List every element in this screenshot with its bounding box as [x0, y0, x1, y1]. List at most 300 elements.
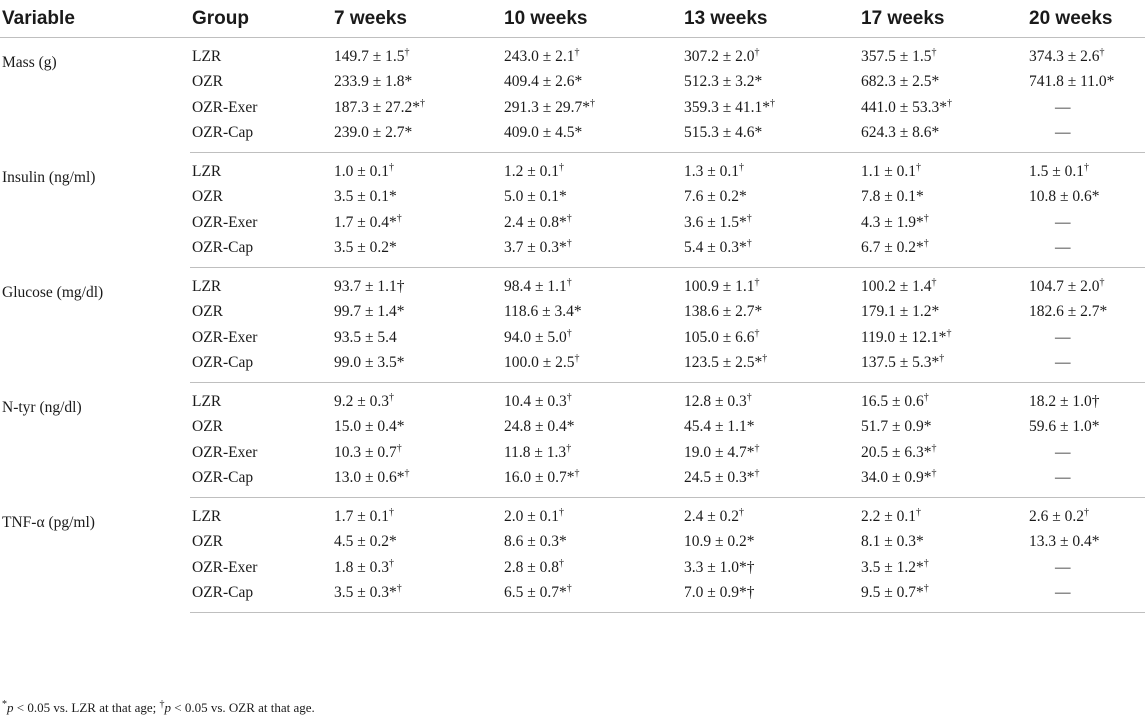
dagger-mark: †: [389, 506, 395, 518]
dagger-mark: †: [566, 391, 572, 403]
value-text: 179.1 ± 1.2*: [861, 303, 940, 321]
value-cell: [859, 498, 1027, 530]
value-cell: [1027, 325, 1145, 351]
value-text: 118.6 ± 3.4*: [504, 303, 582, 321]
dagger-mark: †: [389, 161, 395, 173]
dagger-mark: †: [946, 327, 952, 339]
value-cell: [859, 530, 1027, 556]
value-cell: [682, 498, 859, 530]
group-cell: LZR: [192, 162, 222, 180]
value-cell: [682, 383, 859, 415]
value-text: 2.0 ± 0.1: [504, 507, 560, 525]
value-cell: [332, 300, 502, 326]
value-cell: [859, 440, 1027, 466]
dagger-mark: †: [574, 46, 580, 58]
value-text: 1.7 ± 0.1: [334, 507, 390, 525]
value-cell: [332, 466, 502, 498]
value-cell: [859, 121, 1027, 153]
value-text: 6.5 ± 0.7*: [504, 584, 567, 602]
value-text: 10.9 ± 0.2*: [684, 533, 755, 551]
dagger-mark: †: [389, 391, 395, 403]
dagger-mark: †: [404, 46, 410, 58]
dagger-mark: †: [396, 583, 402, 595]
value-text: 441.0 ± 53.3*: [861, 98, 948, 116]
value-text: 138.6 ± 2.7*: [684, 303, 763, 321]
value-text: 7.6 ± 0.2*: [684, 188, 747, 206]
dagger-mark: †: [770, 97, 776, 109]
value-text: 4.5 ± 0.2*: [334, 533, 397, 551]
value-text: 13.0 ± 0.6*: [334, 469, 405, 487]
value-text: 16.5 ± 0.6: [861, 392, 924, 410]
header-cell: 7 weeks: [332, 0, 502, 38]
value-cell: [682, 70, 859, 96]
value-text: 9.5 ± 0.7*: [861, 584, 924, 602]
value-cell: [502, 300, 682, 326]
dagger-mark: †: [566, 276, 572, 288]
value-text: 1.3 ± 0.1: [684, 162, 740, 180]
value-cell: [859, 95, 1027, 121]
value-text: 357.5 ± 1.5: [861, 47, 932, 65]
value-cell: [502, 498, 682, 530]
variable-cell: N-tyr (ng/dl): [2, 398, 82, 416]
dagger-mark: †: [590, 97, 596, 109]
value-cell: [859, 555, 1027, 581]
dagger-mark: †: [754, 276, 760, 288]
footnote-text-2: < 0.05 vs. OZR at that age.: [170, 700, 315, 715]
dagger-mark: †: [923, 557, 929, 569]
value-cell: [332, 236, 502, 268]
dagger-mark: †: [739, 506, 745, 518]
dagger-mark: †: [559, 557, 565, 569]
value-text: 59.6 ± 1.0*: [1029, 418, 1100, 436]
dagger-mark: †: [1099, 276, 1105, 288]
dagger-mark: †: [559, 506, 565, 518]
value-cell: [502, 70, 682, 96]
group-cell: LZR: [192, 277, 222, 295]
dagger-mark: †: [574, 468, 580, 480]
value-text: 15.0 ± 0.4*: [334, 418, 405, 436]
value-text: 3.5 ± 0.2*: [334, 239, 397, 257]
table-footnote: [2, 699, 315, 716]
value-text: —: [1055, 584, 1071, 602]
dagger-mark: †: [923, 212, 929, 224]
value-text: 100.9 ± 1.1: [684, 277, 755, 295]
value-cell: [502, 95, 682, 121]
dagger-mark: †: [916, 506, 922, 518]
value-cell: [502, 268, 682, 300]
value-text: 18.2 ± 1.0†: [1029, 392, 1100, 410]
variable-cell: Mass (g): [2, 54, 57, 71]
value-cell: [859, 268, 1027, 300]
dagger-mark: †: [754, 46, 760, 58]
dagger-mark: †: [762, 353, 768, 365]
value-text: —: [1055, 469, 1071, 487]
value-cell: [332, 185, 502, 211]
value-text: 8.6 ± 0.3*: [504, 533, 567, 551]
group-cell: OZR: [192, 73, 223, 91]
value-cell: [859, 415, 1027, 441]
value-cell: [332, 498, 502, 530]
value-cell: [502, 153, 682, 185]
value-text: 2.8 ± 0.8: [504, 558, 560, 576]
value-text: 2.4 ± 0.8*: [504, 213, 567, 231]
dagger-mark: †: [1084, 161, 1090, 173]
group-cell: OZR-Exer: [192, 98, 258, 116]
value-cell: [682, 415, 859, 441]
value-text: 1.8 ± 0.3: [334, 558, 390, 576]
value-text: 1.5 ± 0.1: [1029, 162, 1085, 180]
value-text: 682.3 ± 2.5*: [861, 73, 940, 91]
value-cell: [1027, 440, 1145, 466]
value-cell: [682, 530, 859, 556]
value-text: 291.3 ± 29.7*: [504, 98, 591, 116]
group-cell: LZR: [192, 47, 222, 65]
value-text: 187.3 ± 27.2*: [334, 98, 421, 116]
value-cell: [682, 95, 859, 121]
dagger-mark: †: [754, 468, 760, 480]
dagger-mark: †: [931, 468, 937, 480]
value-cell: [332, 95, 502, 121]
value-cell: [682, 38, 859, 70]
value-cell: [1027, 498, 1145, 530]
value-text: 93.5 ± 5.4: [334, 328, 397, 346]
value-text: 233.9 ± 1.8*: [334, 73, 413, 91]
value-cell: [332, 325, 502, 351]
value-cell: [502, 555, 682, 581]
dagger-mark: †: [916, 161, 922, 173]
value-text: 119.0 ± 12.1*: [861, 328, 947, 346]
value-cell: [682, 440, 859, 466]
value-cell: [1027, 185, 1145, 211]
value-text: 2.4 ± 0.2: [684, 507, 740, 525]
value-cell: [1027, 351, 1145, 383]
value-text: 5.0 ± 0.1*: [504, 188, 567, 206]
value-text: 3.5 ± 0.3*: [334, 584, 397, 602]
footnote-p: p: [7, 700, 14, 715]
dagger-mark: †: [746, 391, 752, 403]
value-cell: [332, 351, 502, 383]
value-text: 3.7 ± 0.3*: [504, 239, 567, 257]
value-text: 182.6 ± 2.7*: [1029, 303, 1108, 321]
group-cell: OZR-Exer: [192, 443, 258, 461]
value-cell: [502, 383, 682, 415]
value-text: —: [1055, 443, 1071, 461]
value-text: 307.2 ± 2.0: [684, 47, 755, 65]
dagger-mark: †: [923, 238, 929, 250]
group-cell: OZR-Exer: [192, 558, 258, 576]
value-cell: [682, 581, 859, 613]
value-text: 19.0 ± 4.7*: [684, 443, 755, 461]
value-text: 5.4 ± 0.3*: [684, 239, 747, 257]
header-cell: 13 weeks: [682, 0, 859, 38]
value-text: 374.3 ± 2.6: [1029, 47, 1100, 65]
value-text: 2.2 ± 0.1: [861, 507, 917, 525]
value-cell: [332, 415, 502, 441]
value-text: 3.6 ± 1.5*: [684, 213, 747, 231]
group-cell: LZR: [192, 507, 222, 525]
dagger-mark: †: [931, 442, 937, 454]
value-text: 409.0 ± 4.5*: [504, 124, 583, 142]
value-cell: [859, 466, 1027, 498]
value-cell: [502, 530, 682, 556]
group-cell: OZR-Exer: [192, 328, 258, 346]
value-cell: [1027, 268, 1145, 300]
value-cell: [1027, 153, 1145, 185]
dagger-mark: †: [931, 276, 937, 288]
value-cell: [682, 121, 859, 153]
group-cell: OZR-Cap: [190, 581, 332, 613]
value-cell: [859, 38, 1027, 70]
value-cell: [502, 185, 682, 211]
value-cell: [502, 38, 682, 70]
value-cell: [682, 300, 859, 326]
value-text: 99.7 ± 1.4*: [334, 303, 405, 321]
value-cell: [502, 466, 682, 498]
value-text: —: [1055, 558, 1071, 576]
value-cell: [682, 351, 859, 383]
header-cell: Group: [190, 0, 332, 38]
value-cell: [332, 440, 502, 466]
value-cell: [682, 268, 859, 300]
value-cell: [332, 555, 502, 581]
value-text: 13.3 ± 0.4*: [1029, 533, 1100, 551]
table-body: [0, 38, 1145, 613]
dagger-mark: †: [746, 212, 752, 224]
group-cell: OZR: [192, 533, 223, 551]
value-text: 51.7 ± 0.9*: [861, 418, 932, 436]
header-cell: 10 weeks: [502, 0, 682, 38]
table-row: [0, 153, 1145, 185]
variable-cell: TNF-α (pg/ml): [2, 513, 95, 531]
value-cell: [502, 415, 682, 441]
value-text: 7.8 ± 0.1*: [861, 188, 924, 206]
value-cell: [1027, 555, 1145, 581]
value-text: 100.0 ± 2.5: [504, 354, 575, 372]
value-cell: [332, 210, 502, 236]
group-cell: OZR: [192, 188, 223, 206]
value-text: —: [1055, 98, 1071, 116]
footnote-p: p: [164, 700, 171, 715]
value-text: —: [1055, 239, 1071, 257]
header-cell: 17 weeks: [859, 0, 1027, 38]
value-text: 6.7 ± 0.2*: [861, 239, 924, 257]
dagger-mark: †: [566, 583, 572, 595]
value-cell: [1027, 210, 1145, 236]
value-cell: [859, 185, 1027, 211]
value-cell: [332, 530, 502, 556]
value-text: 3.5 ± 1.2*: [861, 558, 924, 576]
variable-cell: Glucose (mg/dl): [2, 283, 104, 301]
dagger-mark: †: [754, 327, 760, 339]
value-cell: [1027, 121, 1145, 153]
dagger-mark: †: [566, 327, 572, 339]
value-text: 9.2 ± 0.3: [334, 392, 390, 410]
value-cell: [1027, 383, 1145, 415]
value-text: 24.5 ± 0.3*: [684, 469, 755, 487]
dagger-mark: †: [939, 353, 945, 365]
dagger-mark: †: [566, 442, 572, 454]
value-text: 3.3 ± 1.0*†: [684, 558, 755, 576]
dagger-mark: †: [746, 238, 752, 250]
group-cell: OZR-Cap: [190, 466, 332, 498]
value-text: 1.2 ± 0.1: [504, 162, 560, 180]
value-cell: [682, 185, 859, 211]
value-cell: [859, 383, 1027, 415]
header-cell: 20 weeks: [1027, 0, 1145, 38]
footnote-dagger: †: [159, 699, 165, 710]
value-text: 99.0 ± 3.5*: [334, 354, 405, 372]
value-text: 741.8 ± 11.0*: [1029, 73, 1115, 91]
value-text: 149.7 ± 1.5: [334, 47, 405, 65]
value-text: 10.3 ± 0.7: [334, 443, 397, 461]
value-cell: [859, 70, 1027, 96]
dagger-mark: †: [420, 97, 426, 109]
value-text: 16.0 ± 0.7*: [504, 469, 575, 487]
value-text: 624.3 ± 8.6*: [861, 124, 940, 142]
header-cell: Variable: [0, 0, 190, 38]
value-text: 34.0 ± 0.9*: [861, 469, 932, 487]
value-cell: [1027, 70, 1145, 96]
variable-cell: Insulin (ng/ml): [2, 168, 96, 186]
value-cell: [502, 210, 682, 236]
value-cell: [859, 236, 1027, 268]
value-cell: [1027, 95, 1145, 121]
value-cell: [332, 70, 502, 96]
value-cell: [502, 236, 682, 268]
dagger-mark: †: [396, 442, 402, 454]
dagger-mark: †: [923, 391, 929, 403]
value-text: 105.0 ± 6.6: [684, 328, 755, 346]
value-cell: [682, 555, 859, 581]
value-text: 4.3 ± 1.9*: [861, 213, 924, 231]
group-cell: OZR: [192, 303, 223, 321]
dagger-mark: †: [404, 468, 410, 480]
value-text: —: [1055, 328, 1071, 346]
dagger-mark: †: [559, 161, 565, 173]
value-text: 8.1 ± 0.3*: [861, 533, 924, 551]
table-row: [0, 268, 1145, 300]
value-text: 10.8 ± 0.6*: [1029, 188, 1100, 206]
value-cell: [332, 38, 502, 70]
footnote-star: *: [2, 699, 7, 710]
value-cell: [859, 325, 1027, 351]
value-text: 24.8 ± 0.4*: [504, 418, 575, 436]
value-cell: [682, 466, 859, 498]
value-text: 45.4 ± 1.1*: [684, 418, 755, 436]
dagger-mark: †: [931, 46, 937, 58]
dagger-mark: †: [1099, 46, 1105, 58]
value-text: 2.6 ± 0.2: [1029, 507, 1085, 525]
dagger-mark: †: [566, 238, 572, 250]
value-text: —: [1055, 213, 1071, 231]
value-cell: [859, 300, 1027, 326]
value-cell: [332, 268, 502, 300]
value-cell: [859, 153, 1027, 185]
value-text: 98.4 ± 1.1: [504, 277, 567, 295]
value-text: 515.3 ± 4.6*: [684, 124, 763, 142]
value-cell: [332, 121, 502, 153]
value-text: 512.3 ± 3.2*: [684, 73, 763, 91]
header-row: [0, 0, 1145, 38]
value-text: 100.2 ± 1.4: [861, 277, 932, 295]
group-cell: OZR: [192, 418, 223, 436]
value-cell: [1027, 236, 1145, 268]
table-row: [0, 38, 1145, 70]
value-cell: [502, 351, 682, 383]
dagger-mark: †: [739, 161, 745, 173]
value-text: 137.5 ± 5.3*: [861, 354, 940, 372]
value-text: 11.8 ± 1.3: [504, 443, 567, 461]
value-cell: [1027, 530, 1145, 556]
value-text: 7.0 ± 0.9*†: [684, 584, 755, 602]
value-cell: [682, 153, 859, 185]
value-text: 93.7 ± 1.1†: [334, 277, 405, 295]
value-text: 123.5 ± 2.5*: [684, 354, 763, 372]
value-cell: [502, 121, 682, 153]
value-text: 104.7 ± 2.0: [1029, 277, 1100, 295]
value-cell: [332, 581, 502, 613]
value-cell: [502, 325, 682, 351]
value-text: 94.0 ± 5.0: [504, 328, 567, 346]
value-cell: [1027, 415, 1145, 441]
group-cell: OZR-Cap: [190, 236, 332, 268]
footnote-text-1: < 0.05 vs. LZR at that age;: [13, 700, 160, 715]
value-cell: [682, 210, 859, 236]
value-cell: [682, 236, 859, 268]
value-text: 359.3 ± 41.1*: [684, 98, 771, 116]
value-text: 3.5 ± 0.1*: [334, 188, 397, 206]
dagger-mark: †: [566, 212, 572, 224]
value-text: 1.7 ± 0.4*: [334, 213, 397, 231]
dagger-mark: †: [754, 442, 760, 454]
value-cell: [502, 581, 682, 613]
value-text: 12.8 ± 0.3: [684, 392, 747, 410]
value-cell: [1027, 581, 1145, 613]
value-cell: [1027, 300, 1145, 326]
value-text: 239.0 ± 2.7*: [334, 124, 413, 142]
group-cell: LZR: [192, 392, 222, 410]
value-cell: [859, 351, 1027, 383]
value-text: 1.1 ± 0.1: [861, 162, 917, 180]
group-cell: OZR-Exer: [192, 213, 258, 231]
value-text: —: [1055, 354, 1071, 372]
value-cell: [1027, 466, 1145, 498]
value-cell: [682, 325, 859, 351]
dagger-mark: †: [1084, 506, 1090, 518]
value-text: 20.5 ± 6.3*: [861, 443, 932, 461]
value-cell: [332, 383, 502, 415]
group-cell: OZR-Cap: [190, 351, 332, 383]
group-cell: OZR-Cap: [190, 121, 332, 153]
table-row: [0, 498, 1145, 530]
value-text: —: [1055, 124, 1071, 142]
value-cell: [859, 210, 1027, 236]
dagger-mark: †: [389, 557, 395, 569]
dagger-mark: †: [396, 212, 402, 224]
value-text: 243.0 ± 2.1: [504, 47, 575, 65]
value-cell: [502, 440, 682, 466]
value-cell: [1027, 38, 1145, 70]
value-cell: [859, 581, 1027, 613]
dagger-mark: †: [574, 353, 580, 365]
dagger-mark: †: [947, 97, 953, 109]
value-cell: [332, 153, 502, 185]
value-text: 10.4 ± 0.3: [504, 392, 567, 410]
value-text: 1.0 ± 0.1: [334, 162, 390, 180]
dagger-mark: †: [923, 583, 929, 595]
value-text: 409.4 ± 2.6*: [504, 73, 583, 91]
table-row: [0, 383, 1145, 415]
